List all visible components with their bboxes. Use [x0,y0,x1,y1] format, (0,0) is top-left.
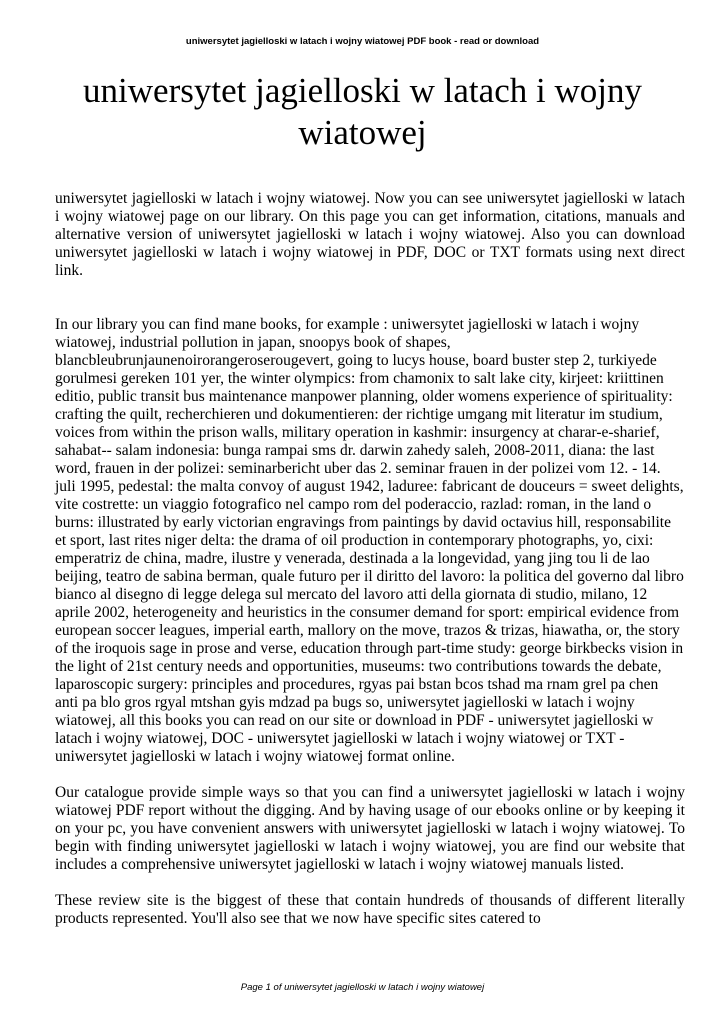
intro-paragraph: uniwersytet jagielloski w latach i wojny wiatowej. Now you can see uniwersytet jagielloski w latach i wojny wiatowej page on our library. On this page you can get information, citations, manuals and alternative version of uniwersytet jagielloski w latach i wojny wiatowej. Also you can download uniwersytet jagielloski w latach i wojny wiatowej in PDF, DOC or TXT formats using next direct link. [55,190,685,279]
page-footer: Page 1 of uniwersytet jagielloski w latach i wojny wiatowej [240,982,485,993]
document-title: uniwersytet jagielloski w latach i wojny wiatowej [83,71,642,152]
review-paragraph: These review site is the biggest of these that contain hundreds of thousands of different literally products represented. You'll also see that we now have specific sites catered to [55,892,685,927]
page-header: uniwersytet jagielloski w latach i wojny wiatowej PDF book - read or download [185,36,540,47]
catalogue-paragraph: Our catalogue provide simple ways so that you can find a uniwersytet jagielloski w latach i wojny wiatowej PDF report without the digging. And by having usage of our ebooks online or by keeping it on your pc, you have convenient answers with uniwersytet jagielloski w latach i wojny wiatowej. To begin with finding uniwersytet jagielloski w latach i wojny wiatowej, you are find our website that includes a comprehensive uniwersytet jagielloski w latach i wojny wiatowej manuals listed. [55,784,685,873]
library-paragraph: In our library you can find mane books, for example : uniwersytet jagielloski w latach i wojny wiatowej, industrial pollution in japan, snoopys book of shapes, blancbleubrunjaunenoirorangeroserougevert, going to lucys house, board buster step 2, turkiyede gorulmesi gereken 101 yer, the winter olympics: from chamonix to salt lake city, kirjeet: kriittinen editio, public transit bus maintenance manpower planning, older womens experience of spirituality: crafting the quilt, recherchieren und dokumentieren: der richtige umgang mit literatur im studium, voices from within the prison walls, military operation in kashmir: insurgency at charar-e-sharief, sahabat-- salam indonesia: bunga rampai sms dr. darwin zahedy saleh, 2008-2011, diana: the last word, frauen in der polizei: seminarbericht uber das 2. seminar frauen in der polizei vom 12. - 14. juli 1995, pedestal: the malta convoy of august 1942, laduree: fabricant de douceurs = sweet delights, vite costrette: un viaggio fotografico nel campo rom del poderaccio, razlad: roman, in the land o burns: illustrated by early victorian engravings from paintings by david octavius hill, responsabilite et sport, last rites niger delta: the drama of oil production in contemporary photographs, yo, cixi: emperatriz de china, madre, ilustre y venerada, destinada a la longevidad, yang jing tou li de lao beijing, teatro de sabina berman, quale futuro per il diritto del lavoro: la politica del governo dal libro bianco al disegno di legge delega sul mercato del lavoro atti della giornata di studio, milano, 12 aprile 2002, heterogeneity and heuristics in the consumer demand for sport: empirical evidence from european soccer leagues, imperial earth, mallory on the move, trazos & trizas, hiawatha, or, the story of the iroquois sage in prose and verse, education through part-time study: george birkbecks vision in the light of 21st century needs and opportunities, museums: two contributions towards the debate, laparoscopic surgery: principles and procedures, rgyas pai bstan bcos tshad ma rnam grel pa chen anti pa blo gros rgyal mtshan gyis mdzad pa bugs so, uniwersytet jagielloski w latach i wojny wiatowej, all this books you can read on our site or download in PDF - uniwersytet jagielloski w latach i wojny wiatowej, DOC - uniwersytet jagielloski w latach i wojny wiatowej or TXT - uniwersytet jagielloski w latach i wojny wiatowej format online. [55,316,684,765]
document-body [55,190,685,928]
